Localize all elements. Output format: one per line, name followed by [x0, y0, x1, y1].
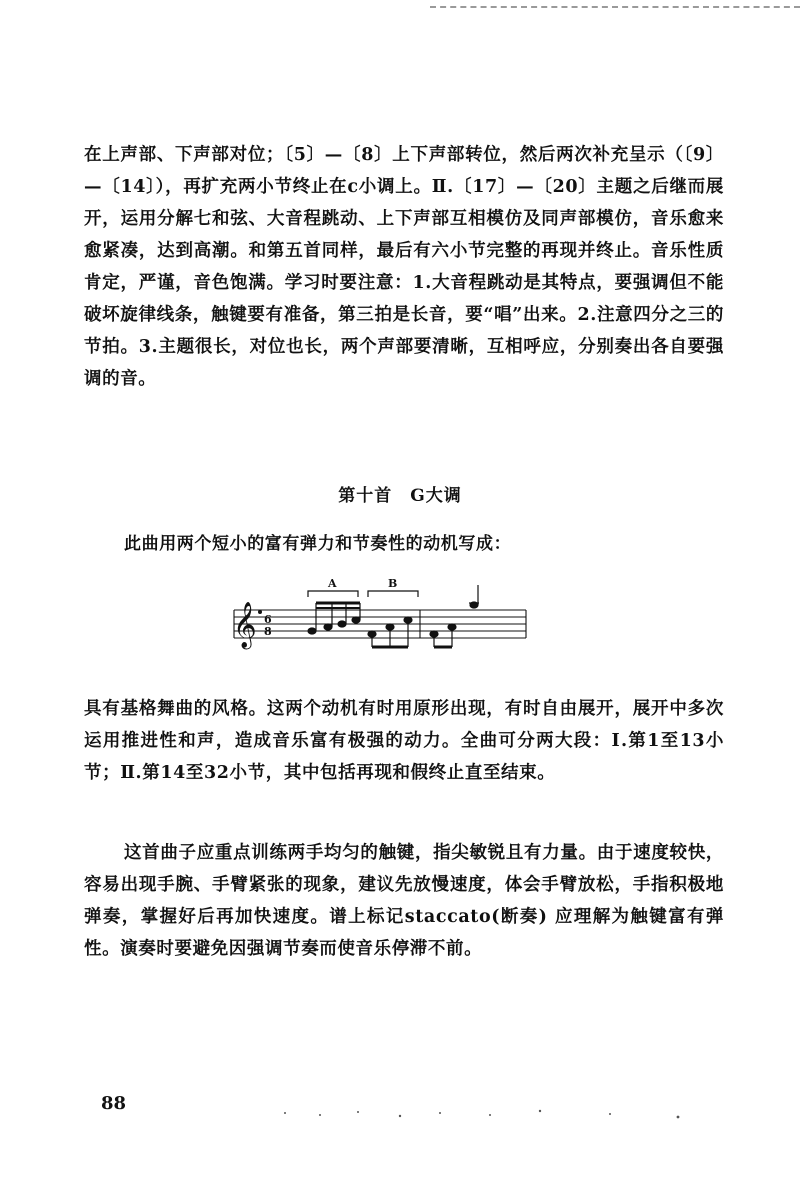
page-number: 88: [101, 1093, 127, 1114]
motif-b-bracket: [368, 591, 418, 597]
treble-clef-icon: 𝄞: [233, 602, 257, 648]
music-score-example: [230, 575, 530, 655]
scan-specks: [280, 1105, 700, 1125]
paragraph-1: 在上声部、下声部对位；〔5〕—〔8〕上下声部转位，然后两次补充呈示（〔9〕—〔14〕），再扩充两小节终止在c小调上。Ⅱ.〔17〕—〔20〕主题之后继而展开，运用分解七和弦、大音程跳动、上下声部互相模仿及同声部模仿，音乐愈来愈紧凑，达到高潮。和第五首同样，最后有六小节完整的再现并终止。音乐性质肯定，严谨，音色饱满。学习时要注意：1.大音程跳动是其特点，要强调但不能破坏旋律线条，触键要有准备，第三拍是长音，要“唱”出来。2.注意四分之三的节拍。3.主题很长，对位也长，两个声部要清晰，互相呼应，分别奏出各自要强调的音。: [84, 144, 725, 389]
time-signature: 6: [264, 613, 272, 626]
paragraph-2: 具有基格舞曲的风格。这两个动机有时用原形出现，有时自由展开，展开中多次运用推进性和声，造成音乐富有极强的动力。全曲可分两大段：Ⅰ.第1至13小节；Ⅱ.第14至32小节，其中包括再现和假终止直至结束。: [84, 698, 724, 783]
paragraph-3: 这首曲子应重点训练两手均匀的触键，指尖敏锐且有力量。由于速度较快，容易出现手腕、手臂紧张的现象，建议先放慢速度，体会手臂放松，手指积极地弹奏，掌握好后再加快速度。谱上标记staccato(断奏) 应理解为触键富有弹性。演奏时要避免因强调节奏而使音乐停滞不前。: [84, 842, 724, 959]
motif-a-label: A: [328, 577, 337, 590]
section-title: 第十首 G大调: [338, 486, 462, 506]
motif-b-label: B: [388, 577, 398, 590]
staff-lines: [234, 610, 526, 638]
motif-b-notes: [368, 617, 412, 647]
motif-a-notes: [308, 603, 360, 634]
svg-text:8: 8: [264, 625, 272, 638]
key-signature-sharp: [258, 610, 262, 614]
intro-text: 此曲用两个短小的富有弹力和节奏性的动机写成：: [124, 534, 512, 554]
motif-a-bracket: [308, 591, 358, 597]
scan-edge-line: [430, 6, 800, 8]
